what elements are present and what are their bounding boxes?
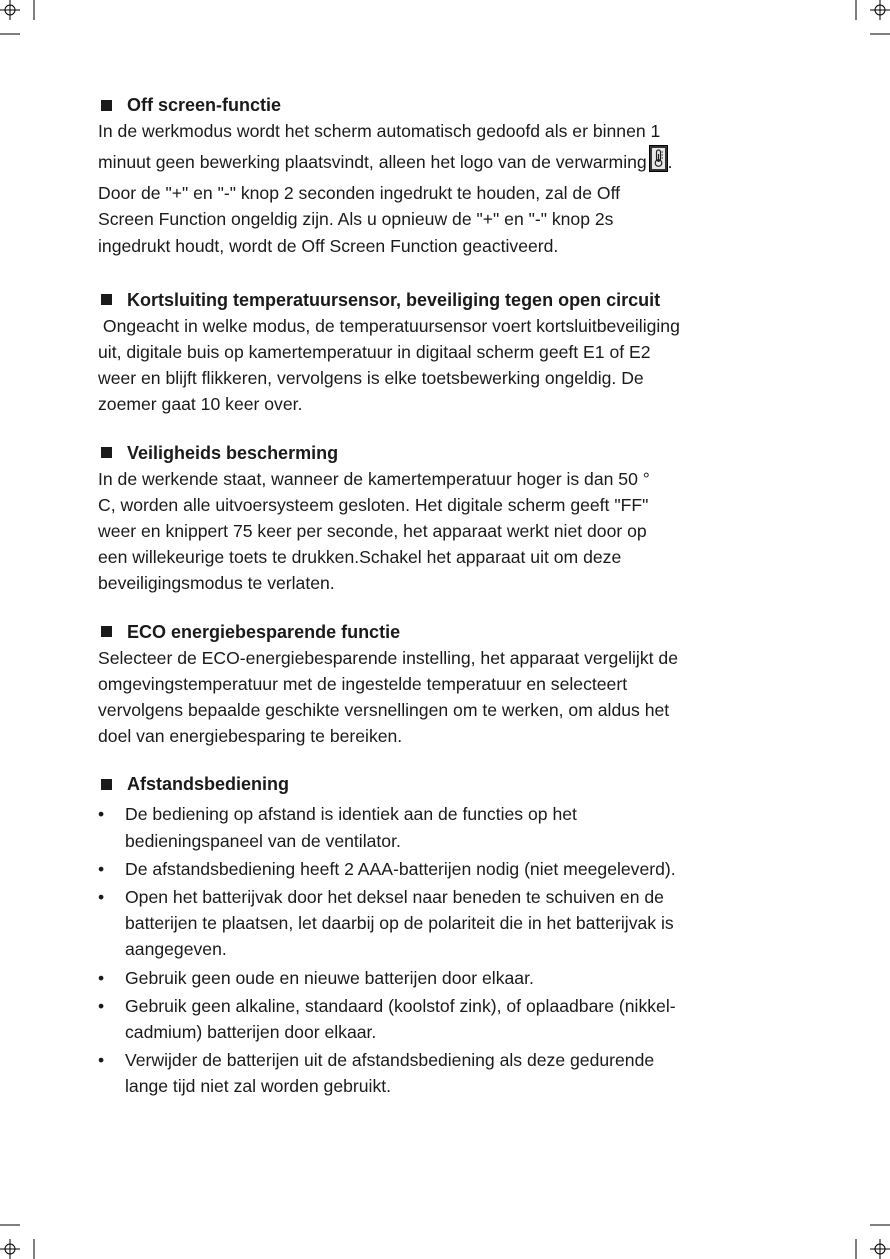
thermometer-icon bbox=[649, 145, 668, 172]
section-heading: Veiligheids bescherming bbox=[98, 440, 798, 466]
list-item: • De afstandsbediening heeft 2 AAA-batterijen nodig (niet meegeleverd). bbox=[98, 858, 676, 879]
list-item: • Gebruik geen oude en nieuwe batterijen door elkaar. bbox=[98, 967, 534, 988]
remote-bullet-list bbox=[98, 801, 798, 1099]
square-bullet-icon bbox=[101, 447, 112, 458]
section-heading: ECO energiebesparende functie bbox=[98, 619, 798, 645]
section-body: In de werkende staat, wanneer de kamertemperatuur hoger is dan 50 ° C, worden alle uitvoersysteem gesloten. Het digitale scherm geeft "FF" weer en knippert 75 keer per seconde, het apparaat werkt niet door op een willekeurige toets te drukken.Schakel het apparaat uit om deze beveiligingsmodus te verlaten. bbox=[98, 468, 650, 594]
section-heading: Off screen-functie bbox=[98, 92, 798, 118]
section-eco-function bbox=[98, 619, 798, 750]
list-item: • Gebruik geen alkaline, standaard (koolstof zink), of oplaadbare (nikkel- cadmium) batterijen door elkaar. bbox=[98, 995, 676, 1043]
square-bullet-icon bbox=[101, 779, 112, 790]
section-body: In de werkmodus wordt het scherm automatisch gedoofd als er binnen 1 minuut geen bewerking plaatsvindt, alleen het logo van de verwarming . Door de "+" en "-" knop 2 seconden ingedrukt te houden, zal de Off Screen Function ongeldig zijn. Als u opnieuw de "+" en "-" knop 2s ingedrukt houdt, wordt de Off Screen Function geactiveerd. bbox=[98, 118, 798, 259]
list-item: • Verwijder de batterijen uit de afstandsbediening als deze gedurende lange tijd niet zal worden gebruikt. bbox=[98, 1050, 655, 1097]
section-remote-control bbox=[98, 771, 798, 1099]
section-sensor-protection bbox=[98, 287, 798, 418]
section-off-screen bbox=[98, 92, 798, 259]
section-safety-protection bbox=[98, 440, 798, 597]
registration-mark-icon bbox=[850, 0, 890, 40]
section-body: Selecteer de ECO-energiebesparende instelling, het apparaat vergelijkt de omgevingstemperatuur met de ingestelde temperatuur en selecteert vervolgens bepaalde geschikte versnellingen om te werken, om aldus het doel van energiebesparing te bereiken. bbox=[98, 647, 678, 747]
section-heading: Afstandsbediening bbox=[98, 771, 798, 797]
square-bullet-icon bbox=[101, 294, 112, 305]
registration-mark-icon bbox=[0, 0, 40, 40]
registration-mark-icon bbox=[850, 1219, 890, 1259]
registration-mark-icon bbox=[0, 1219, 40, 1259]
section-body: Ongeacht in welke modus, de temperatuursensor voert kortsluitbeveiliging uit, digitale buis op kamertemperatuur in digitaal scherm geeft E1 of E2 weer en blijft flikkeren, vervolgens is elke toetsbewerking ongeldig. De zoemer gaat 10 keer over. bbox=[98, 315, 680, 415]
line-with-icon: minuut geen bewerking plaatsvindt, alleen het logo van de verwarming . bbox=[98, 144, 798, 180]
list-item: • Open het batterijvak door het deksel naar beneden te schuiven en de batterijen te plaatsen, let daarbij op de polariteit die in het batterijvak is aangegeven. bbox=[98, 887, 674, 960]
list-item: • De bediening op afstand is identiek aan de functies op het bedieningspaneel van de ventilator. bbox=[98, 804, 577, 851]
square-bullet-icon bbox=[101, 100, 112, 111]
manual-page-content bbox=[98, 92, 798, 1121]
square-bullet-icon bbox=[101, 626, 112, 637]
section-heading: Kortsluiting temperatuursensor, beveiliging tegen open circuit bbox=[98, 287, 798, 313]
